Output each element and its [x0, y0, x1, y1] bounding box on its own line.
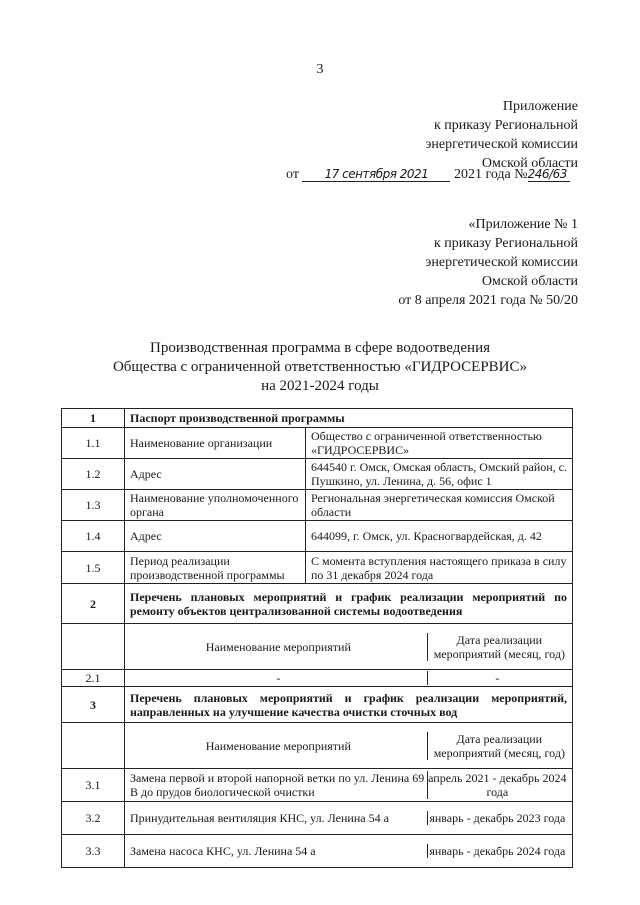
- table-row: [62, 428, 573, 459]
- section-number: 1: [62, 409, 125, 428]
- appendix-line: Приложение: [502, 99, 578, 114]
- section-header-row: [62, 584, 573, 624]
- document-title: [0, 339, 640, 396]
- row-number: 3.2: [62, 802, 125, 835]
- row-number: 1.2: [62, 459, 125, 490]
- row-label: Период реализации производственной программы: [125, 552, 306, 584]
- section-number: 2: [62, 584, 125, 624]
- row-value: С момента вступления настоящего приказа в силу по 31 декабря 2024 года: [306, 552, 573, 584]
- table-row: [62, 552, 573, 584]
- column-header-row: [62, 624, 573, 670]
- table-row: [62, 835, 573, 868]
- table-row: [62, 769, 573, 802]
- row-label: Адрес: [125, 459, 306, 490]
- activity-name: Принудительная вентиляция КНС, ул. Ленина 54 а: [130, 811, 389, 825]
- page-number: 3: [316, 62, 324, 77]
- column-header-name: [125, 624, 573, 670]
- handwritten-number: 246/63: [528, 167, 570, 182]
- title-line: Производственная программа в сфере водоотведения: [149, 340, 490, 356]
- row-value: Региональная энергетическая комиссия Омской области: [306, 490, 573, 521]
- original-appendix-header: [398, 215, 578, 310]
- row-number: 3.3: [62, 835, 125, 868]
- row-value: 644099, г. Омск, ул. Красногвардейская, д. 42: [306, 521, 573, 552]
- column-header-row: [62, 723, 573, 769]
- title-line: Общества с ограниченной ответственностью «ГИДРОСЕРВИС»: [112, 359, 528, 375]
- row-value: 644540 г. Омск, Омская область, Омский район, с. Пушкино, ул. Ленина, д. 56, офис 1: [306, 459, 573, 490]
- appendix-line: Омской области: [481, 156, 578, 171]
- row-label: Наименование организации: [125, 428, 306, 459]
- section-header-row: [62, 409, 573, 428]
- row-label: Адрес: [125, 521, 306, 552]
- activity-name: Замена первой и второй напорной ветки по ул. Ленина 69 В до прудов биологической очистки: [130, 771, 425, 799]
- appendix-line: Омской области: [481, 274, 578, 289]
- appendix-header: [425, 97, 578, 173]
- title-line: на 2021-2024 годы: [261, 378, 379, 394]
- row-number: 1.4: [62, 521, 125, 552]
- activity-date: январь - декабрь 2023 года: [427, 811, 567, 825]
- appendix-line: «Приложение № 1: [468, 217, 578, 232]
- row-number: 1.5: [62, 552, 125, 584]
- section-title: Перечень плановых мероприятий и график реализации мероприятий, направленных на улучшение качества очистки сточных вод: [125, 687, 573, 723]
- section-number: 3: [62, 687, 125, 723]
- order-prefix: от: [286, 167, 299, 182]
- table-row: [62, 459, 573, 490]
- row-number: 1.3: [62, 490, 125, 521]
- table-row: [62, 670, 573, 687]
- activity-date: январь - декабрь 2024 года: [427, 844, 567, 858]
- row-number: 2.1: [62, 670, 125, 687]
- row-number: 3.1: [62, 769, 125, 802]
- activity-date: апрель 2021 - декабрь 2024 года: [428, 771, 567, 799]
- table-row: [62, 521, 573, 552]
- section-title: Паспорт производственной программы: [125, 409, 573, 428]
- col-name-label: Наименование мероприятий: [205, 738, 351, 753]
- activity-name: Замена насоса КНС, ул. Ленина 54 а: [130, 844, 316, 858]
- appendix-line: к приказу Региональной: [433, 118, 578, 133]
- row-label: Наименование уполномоченного органа: [125, 490, 306, 521]
- table-row: [62, 802, 573, 835]
- handwritten-date: 17 сентября 2021: [302, 167, 450, 182]
- order-reference: [286, 167, 590, 183]
- table-row: [62, 490, 573, 521]
- appendix-line: к приказу Региональной: [433, 236, 578, 251]
- appendix-line: энергетической комиссии: [425, 255, 578, 270]
- appendix-line: от 8 апреля 2021 года № 50/20: [398, 293, 578, 308]
- order-year: 2021 года №: [453, 167, 528, 182]
- appendix-line: энергетической комиссии: [425, 137, 578, 152]
- activity-date: -: [427, 671, 567, 685]
- section-title: Перечень плановых мероприятий и график реализации мероприятий по ремонту объектов централизованной системы водоотведения: [125, 584, 573, 624]
- program-table: [61, 408, 573, 868]
- col-date-label: Дата реализации мероприятий (месяц, год): [427, 633, 567, 661]
- row-number: 1.1: [62, 428, 125, 459]
- section-header-row: [62, 687, 573, 723]
- col-date-label: Дата реализации мероприятий (месяц, год): [427, 732, 567, 760]
- col-name-label: Наименование мероприятий: [205, 639, 351, 654]
- activity-name: -: [276, 671, 281, 685]
- row-value: Общество с ограниченной ответственностью «ГИДРОСЕРВИС»: [306, 428, 573, 459]
